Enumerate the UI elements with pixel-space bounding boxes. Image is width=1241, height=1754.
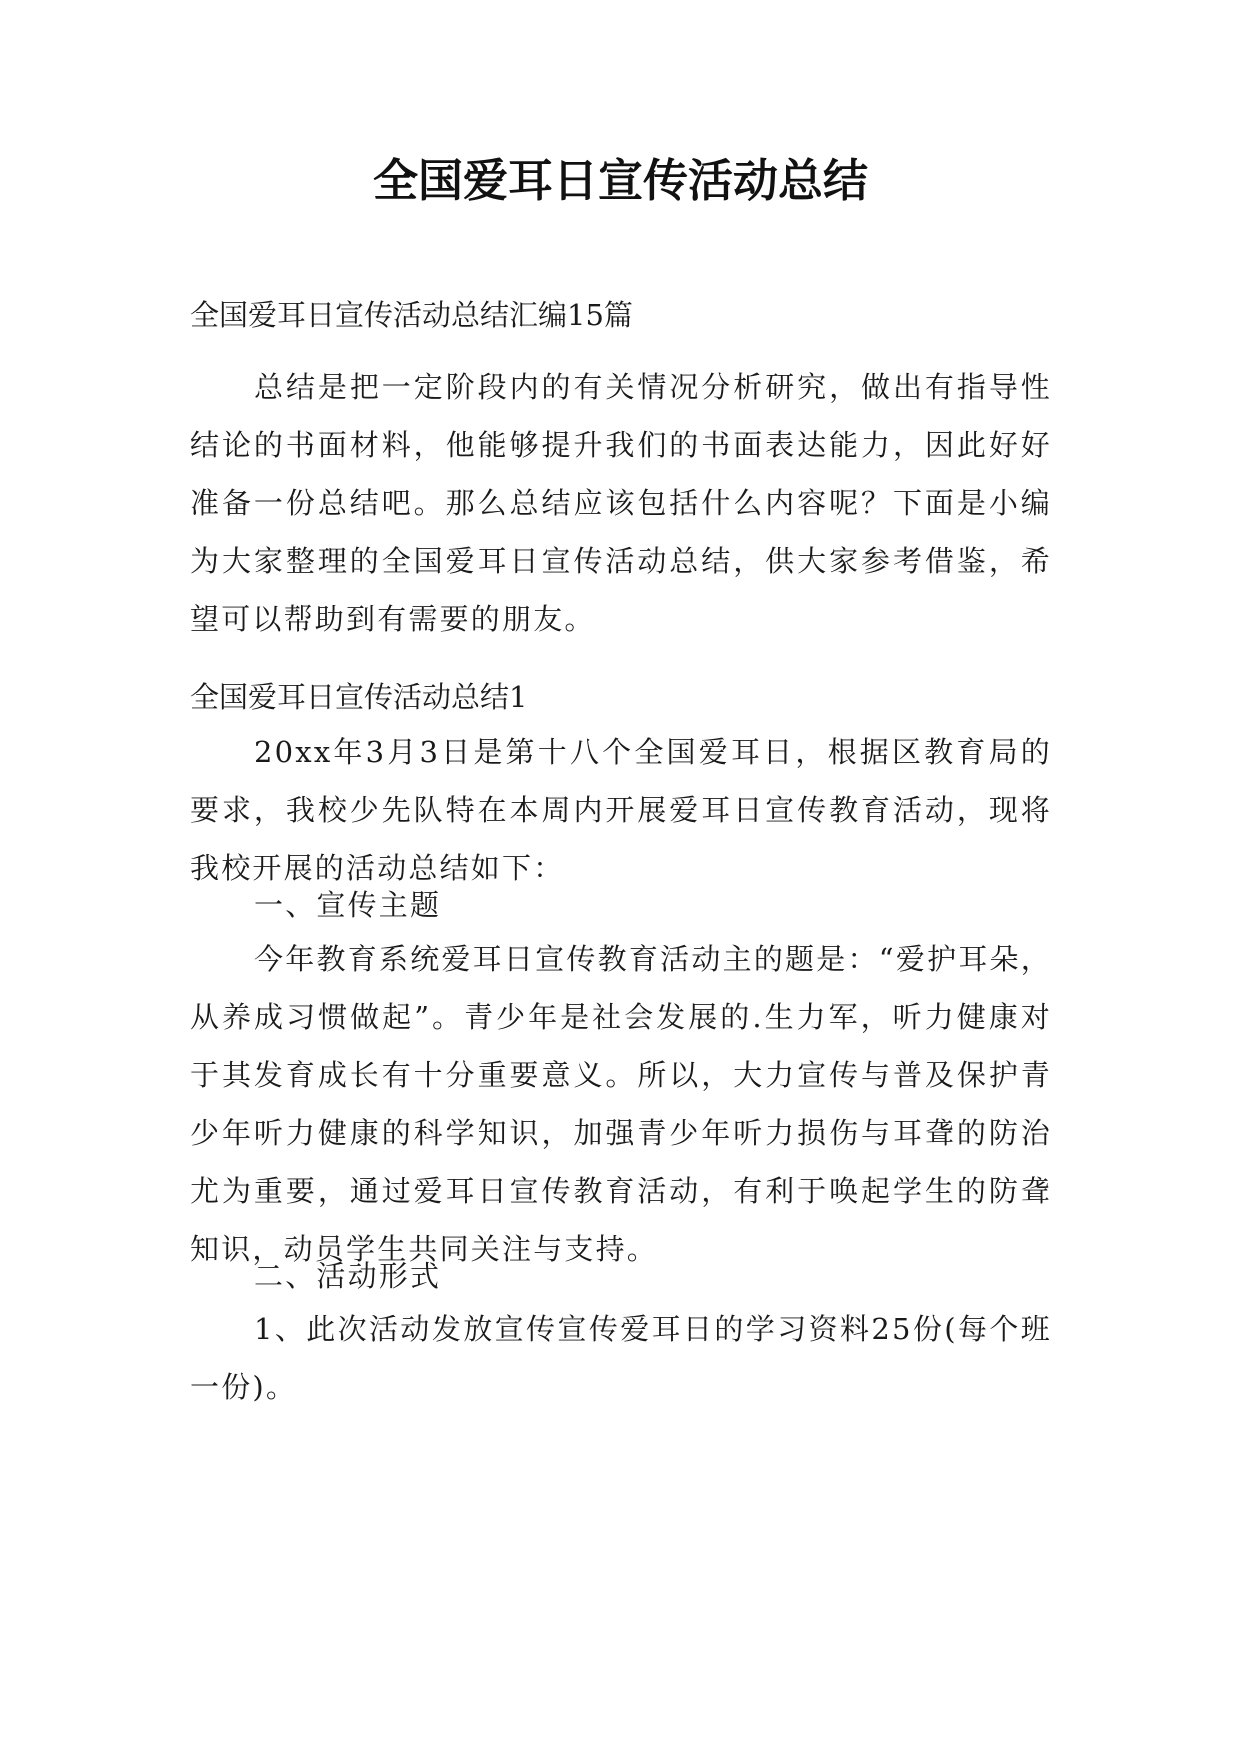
section-heading: 全国爱耳日宣传活动总结1 (190, 680, 528, 714)
document-subtitle: 全国爱耳日宣传活动总结汇编15篇 (190, 298, 633, 332)
section-paragraph-1: 20xx年3月3日是第十八个全国爱耳日，根据区教育局的要求，我校少先队特在本周内开展爱耳日宣传教育活动，现将我校开展的活动总结如下： (190, 735, 1052, 885)
section-paragraph-2: 今年教育系统爱耳日宣传教育活动主的题是：“爱护耳朵，从养成习惯做起”。青少年是社会发展的.生力军，听力健康对于其发育成长有十分重要意义。所以，大力宣传与普及保护青少年听力健康的科学知识，加强青少年听力损伤与耳聋的防治尤为重要，通过爱耳日宣传教育活动，有利于唤起学生的防聋知识，动员学生共同关注与支持。 (190, 942, 1052, 1266)
subheading-theme: 一、宣传主题 (254, 888, 442, 922)
subheading-activity-form: 二、活动形式 (254, 1259, 442, 1293)
intro-paragraph: 总结是把一定阶段内的有关情况分析研究，做出有指导性结论的书面材料，他能够提升我们的书面表达能力，因此好好准备一份总结吧。那么总结应该包括什么内容呢？下面是小编为大家整理的全国爱耳日宣传活动总结，供大家参考借鉴，希望可以帮助到有需要的朋友。 (190, 370, 1052, 636)
section-paragraph-3: 1、此次活动发放宣传宣传爱耳日的学习资料25份(每个班一份)。 (190, 1312, 1052, 1404)
document-title: 全国爱耳日宣传活动总结 (372, 154, 868, 207)
